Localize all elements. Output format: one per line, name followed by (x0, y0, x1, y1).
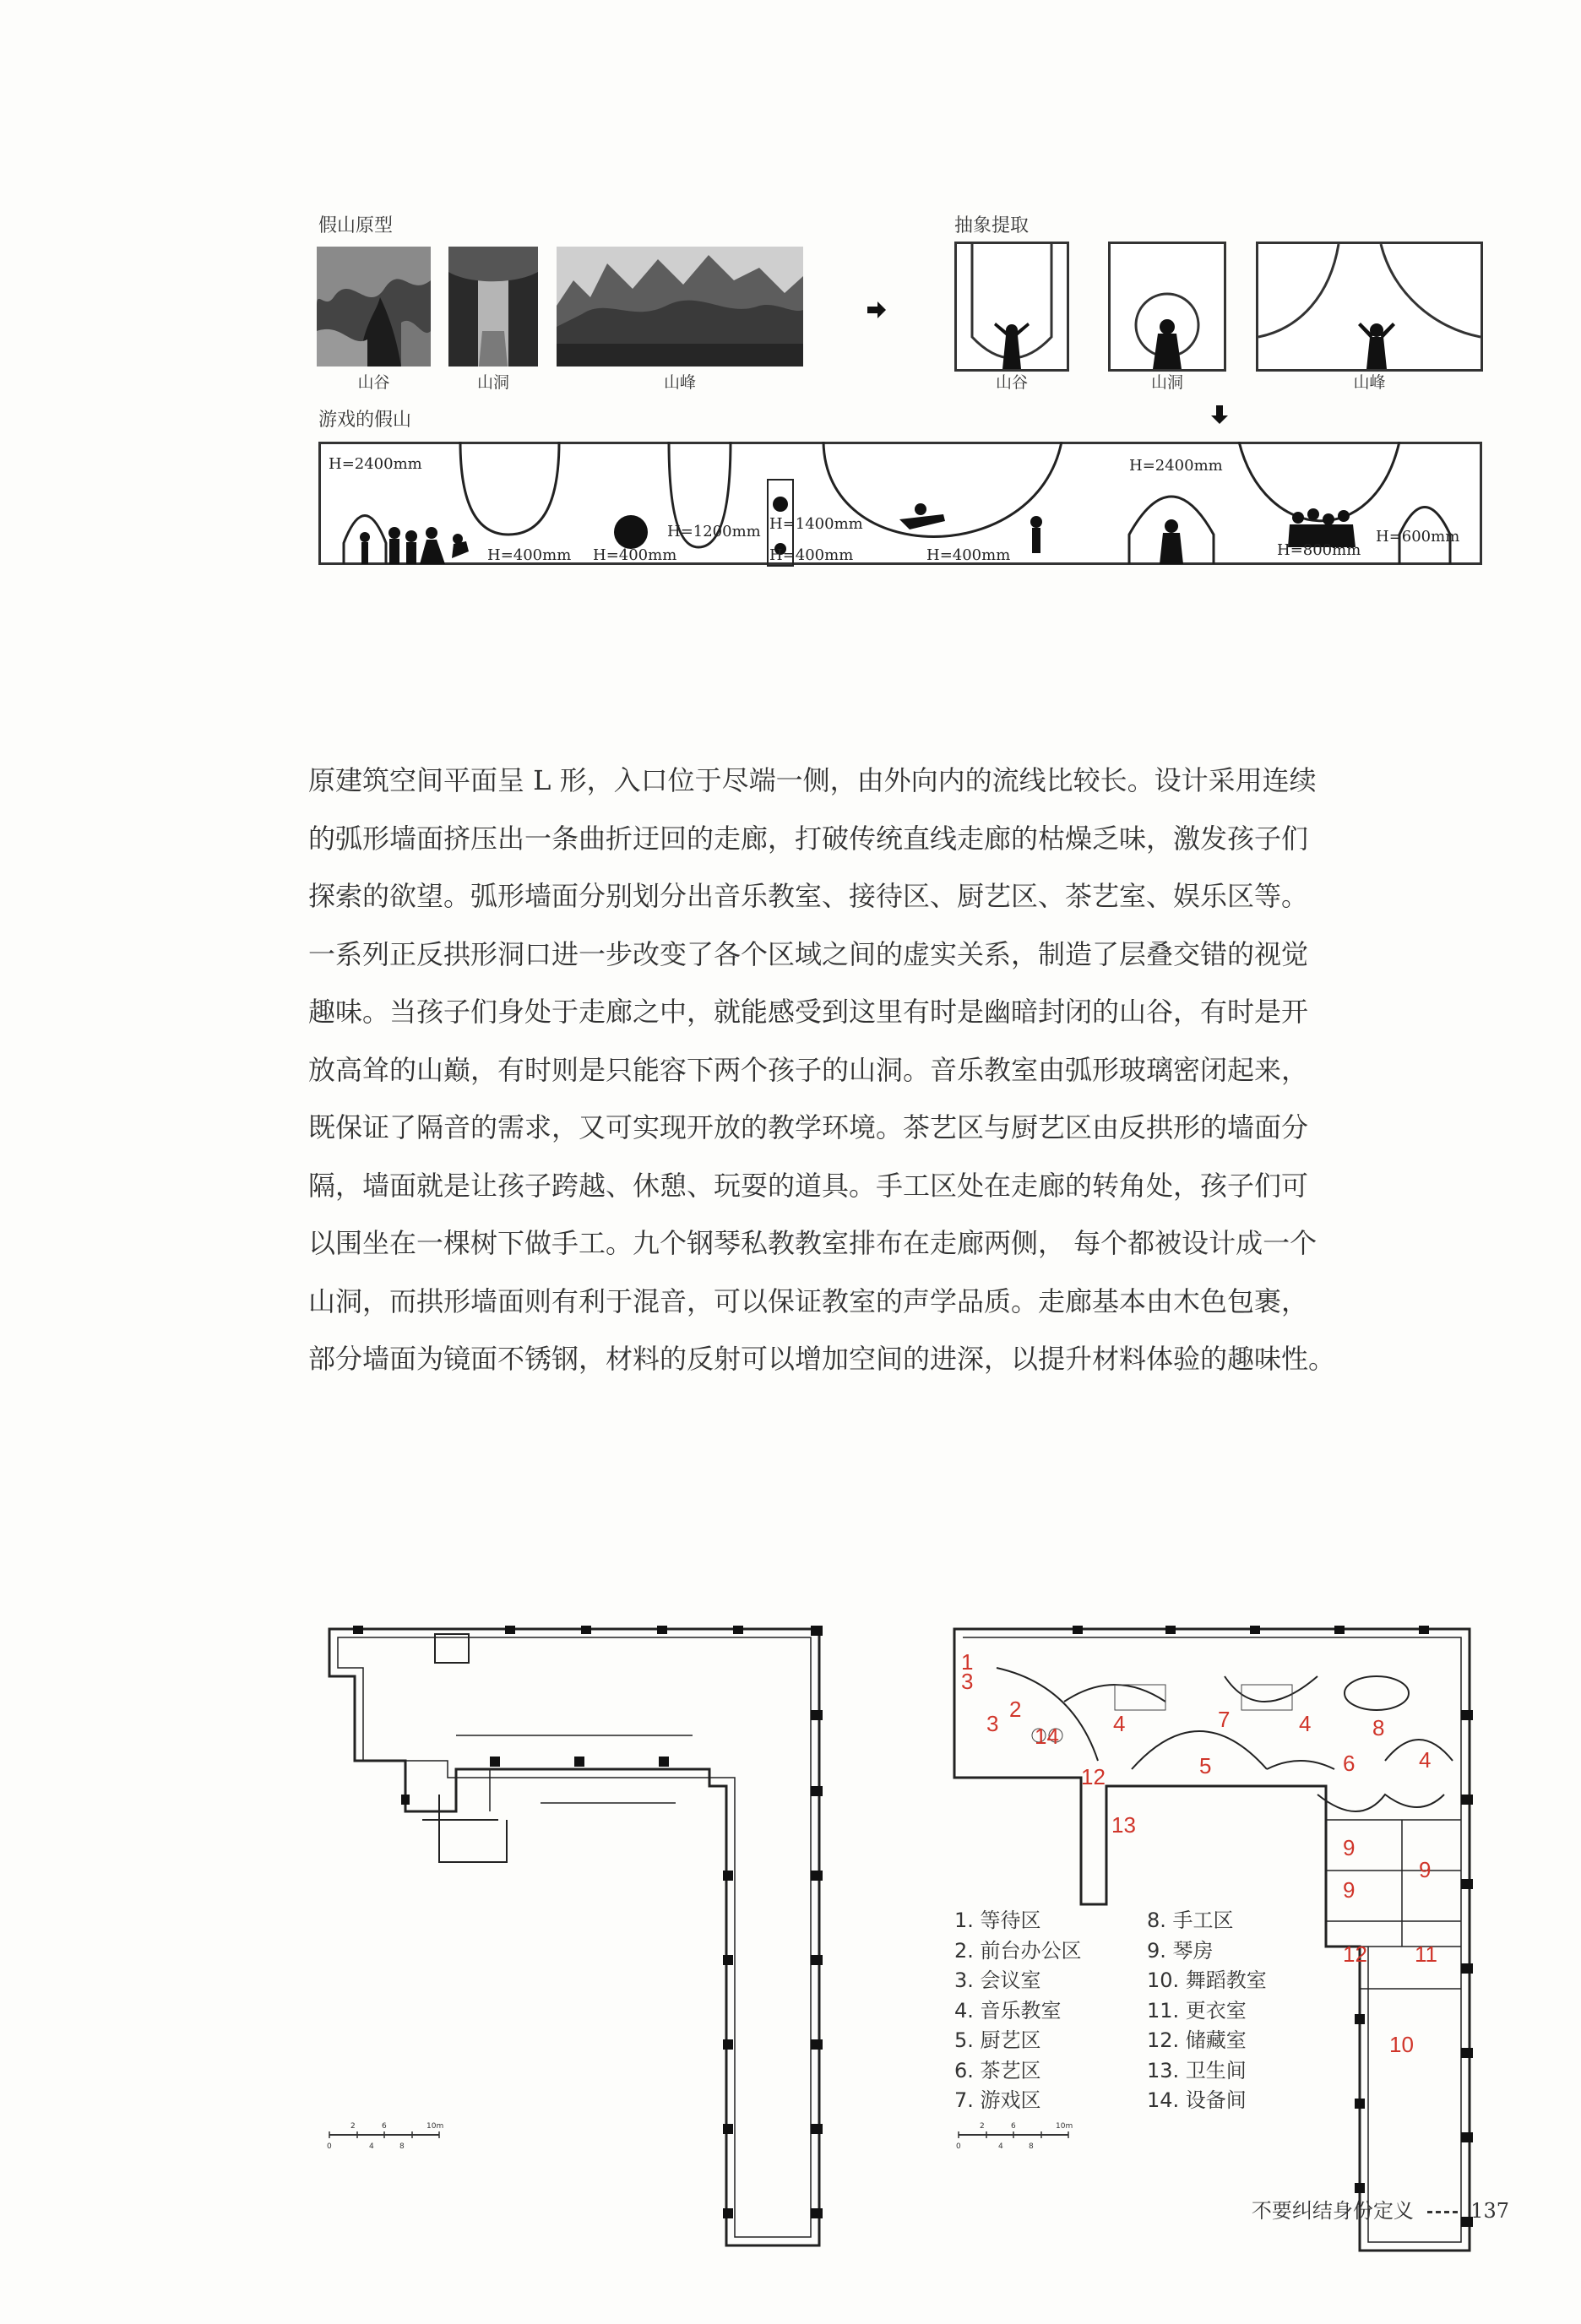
plan-legend-left (954, 1906, 1082, 2116)
room-number: 1 (961, 1649, 974, 1675)
paragraph-line: 山洞，而拱形墙面则有利于混音，可以保证教室的声学品质。走廊基本由木色包裹， (308, 1284, 1309, 1317)
play-label: 游戏的假山 (318, 410, 412, 431)
photo-caption-cave: 山洞 (476, 373, 509, 392)
height-label: H=2400mm (1129, 457, 1223, 475)
legend-item: 7. 游戏区 (954, 2088, 1041, 2112)
height-label: H=400mm (593, 546, 677, 564)
scale-tick: 10m (426, 2122, 444, 2131)
room-number: 9 (1343, 1877, 1356, 1903)
room-number: 7 (1218, 1707, 1231, 1732)
legend-item: 13. 卫生间 (1147, 2058, 1247, 2082)
room-number: 3 (986, 1711, 999, 1736)
room-number: 9 (1419, 1857, 1432, 1882)
height-label: H=400mm (926, 546, 1011, 564)
plan-legend-right (1147, 1906, 1267, 2116)
paragraph-line: 既保证了隔音的需求，又可实现开放的教学环境。茶艺区与厨艺区由反拱形的墙面分 (308, 1111, 1309, 1143)
legend-item: 1. 等待区 (954, 1909, 1041, 1932)
height-label: H=2400mm (329, 455, 422, 473)
room-number: 9 (1343, 1835, 1356, 1860)
page-number: 137 (1470, 2199, 1509, 2223)
scale-tick: 10m (1056, 2122, 1073, 2131)
arrow-right-icon (866, 300, 888, 320)
scale-tick: 4 (998, 2142, 1003, 2151)
arrow-down-icon (1209, 404, 1230, 426)
abstract-caption-peak: 山峰 (1353, 373, 1386, 392)
legend-item: 11. 更衣室 (1147, 1998, 1247, 2023)
abstract-cave (1108, 242, 1226, 372)
legend-item: 9. 琴房 (1147, 1938, 1214, 1963)
room-number: 4 (1419, 1747, 1432, 1773)
room-number: 12 (1081, 1764, 1106, 1789)
paragraph-line: 隔，墙面就是让孩子跨越、休憩、玩耍的道具。手工区处在走廊的转角处，孩子们可 (308, 1169, 1309, 1202)
scale-bar (325, 2120, 452, 2158)
paragraph-line: 放高耸的山巅，有时则是只能容下两个孩子的山洞。音乐教室由弧形玻璃密闭起来， (308, 1053, 1309, 1086)
scale-tick: 0 (327, 2142, 332, 2151)
height-label: H=800mm (1277, 541, 1361, 559)
scale-bar (954, 2120, 1081, 2158)
abstract-valley (954, 242, 1069, 372)
abstract-caption-valley: 山谷 (995, 373, 1028, 392)
legend-item: 4. 音乐教室 (954, 1998, 1062, 2023)
room-number: 10 (1389, 2032, 1414, 2057)
scale-tick: 4 (369, 2142, 374, 2151)
abstract-label: 抽象提取 (954, 215, 1030, 236)
legend-item: 12. 储藏室 (1147, 2028, 1247, 2052)
body-paragraph (308, 752, 1508, 1388)
scale-tick: 0 (956, 2142, 961, 2151)
room-number: 14 (1035, 1724, 1059, 1749)
photo-cave (448, 247, 538, 367)
room-number: 4 (1299, 1711, 1312, 1736)
photo-caption-peak: 山峰 (663, 373, 696, 392)
scale-tick: 2 (980, 2122, 985, 2131)
height-label: H=400mm (769, 546, 854, 564)
room-number: 13 (1111, 1812, 1136, 1838)
height-label: H=1200mm (667, 523, 761, 540)
paragraph-line: 探索的欲望。弧形墙面分别划分出音乐教室、接待区、厨艺区、茶艺室、娱乐区等。 (308, 880, 1309, 912)
height-label: H=600mm (1376, 528, 1460, 546)
room-number: 8 (1372, 1715, 1385, 1740)
footer-divider (1427, 2211, 1458, 2213)
room-number: 4 (1113, 1711, 1126, 1736)
legend-item: 14. 设备间 (1147, 2088, 1247, 2112)
height-label: H=1400mm (769, 515, 863, 533)
scale-tick: 6 (382, 2122, 387, 2131)
abstract-caption-cave: 山洞 (1150, 373, 1183, 392)
scale-tick: 6 (1011, 2122, 1016, 2131)
room-number: 12 (1343, 1941, 1367, 1967)
abstract-peak (1256, 242, 1483, 372)
scale-tick: 8 (399, 2142, 405, 2151)
scale-tick: 8 (1029, 2142, 1034, 2151)
original-floor-plan (321, 1626, 845, 2293)
paragraph-line: 一系列正反拱形洞口进一步改变了各个区域之间的虚实关系，制造了层叠交错的视觉 (308, 937, 1309, 970)
room-number: 2 (1009, 1697, 1022, 1722)
height-label: H=400mm (487, 546, 572, 564)
paragraph-line: 趣味。当孩子们身处于走廊之中，就能感受到这里有时是幽暗封闭的山谷，有时是开 (308, 996, 1309, 1028)
room-number: 3 (961, 1669, 974, 1694)
legend-item: 3. 会议室 (954, 1968, 1041, 1992)
paragraph-line: 以围坐在一棵树下做手工。九个钢琴私教教室排布在走廊两侧， 每个都被设计成一个 (308, 1227, 1318, 1259)
room-number: 11 (1415, 1941, 1437, 1967)
rockery-strip-diagram (318, 442, 1482, 567)
legend-item: 2. 前台办公区 (954, 1938, 1082, 1963)
footer-title: 不要纠结身份定义 (1251, 2199, 1414, 2223)
legend-item: 8. 手工区 (1147, 1909, 1234, 1932)
room-number: 6 (1343, 1751, 1356, 1776)
paragraph-line: 部分墙面为镜面不锈钢，材料的反射可以增加空间的进深，以提升材料体验的趣味性。 (308, 1343, 1336, 1375)
legend-item: 6. 茶艺区 (954, 2058, 1041, 2082)
prototype-label: 假山原型 (318, 215, 394, 236)
photo-caption-valley: 山谷 (357, 373, 390, 392)
page-footer (1252, 2194, 1509, 2224)
photo-valley (317, 247, 431, 367)
paragraph-line: 原建筑空间平面呈 L 形，入口位于尽端一侧，由外向内的流线比较长。设计采用连续 (308, 764, 1317, 796)
scale-tick: 2 (350, 2122, 356, 2131)
room-number: 5 (1199, 1753, 1212, 1778)
legend-item: 5. 厨艺区 (954, 2028, 1041, 2052)
paragraph-line: 的弧形墙面挤压出一条曲折迂回的走廊，打破传统直线走廊的枯燥乏味，激发孩子们 (308, 822, 1309, 855)
legend-item: 10. 舞蹈教室 (1147, 1968, 1267, 1992)
photo-peak (557, 247, 803, 367)
